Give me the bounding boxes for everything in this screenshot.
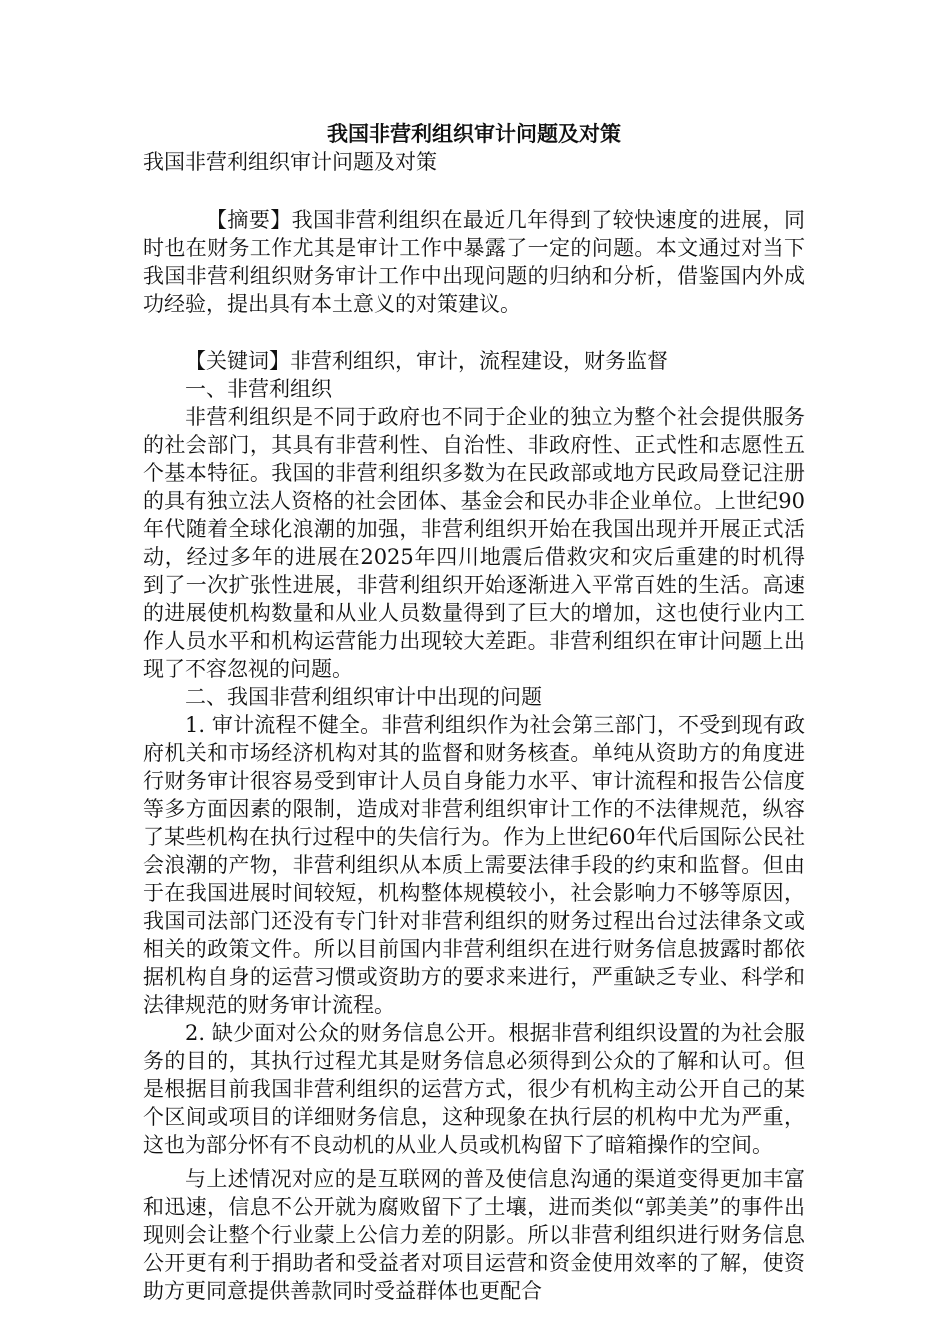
section-2-heading: 二、我国非营利组织审计中出现的问题: [185, 685, 542, 709]
section-1-heading: 一、非营利组织: [185, 377, 332, 401]
document-page: [143, 120, 805, 1305]
section-2-paragraph-3: 与上述情况对应的是互联网的普及使信息沟通的渠道变得更加丰富和迅速，信息不公开就为腐败留下了土壤，进而类似“郭美美”的事件出现则会让整个行业蒙上公信力差的阴影。所以非营利组织进行财务信息公开更有利于捐助者和受益者对项目运营和资金使用效率的了解，使资助方更同意提供善款同时受益群体也更配合: [143, 1167, 805, 1303]
abstract-paragraph: 【摘要】我国非营利组织在最近几年得到了较快速度的进展，同时也在财务工作尤其是审计工作中暴露了一定的问题。本文通过对当下我国非营利组织财务审计工作中出现问题的归纳和分析，借鉴国内外成功经验，提出具有本土意义的对策建议。: [143, 208, 805, 316]
keywords-line: 【关键词】非营利组织，审计，流程建设，财务监督: [185, 349, 668, 373]
section-1-paragraph: 非营利组织是不同于政府也不同于企业的独立为整个社会提供服务的社会部门，其具有非营利性、自治性、非政府性、正式性和志愿性五个基本特征。我国的非营利组织多数为在民政部或地方民政局登记注册的具有独立法人资格的社会团体、基金会和民办非企业单位。上世纪90年代随着全球化浪潮的加强，非营利组织开始在我国出现并开展正式活动，经过多年的进展在2025年四川地震后借救灾和灾后重建的时机得到了一次扩张性进展，非营利组织开始逐渐进入平常百姓的生活。高速的进展使机构数量和从业人员数量得到了巨大的增加，这也使行业内工作人员水平和机构运营能力出现较大差距。非营利组织在审计问题上出现了不容忽视的问题。: [143, 405, 805, 681]
document-subtitle: 我国非营利组织审计问题及对策: [143, 150, 437, 174]
section-2-paragraph-2: 2. 缺少面对公众的财务信息公开。根据非营利组织设置的为社会服务的目的，其执行过程尤其是财务信息必须得到公众的了解和认可。但是根据目前我国非营利组织的运营方式，很少有机构主动公开自己的某个区间或项目的详细财务信息，这种现象在执行层的机构中尤为严重，这也为部分怀有不良动机的从业人员或机构留下了暗箱操作的空间。: [143, 1021, 805, 1157]
document-title: 我国非营利组织审计问题及对策: [327, 122, 621, 146]
section-2-paragraph-1: 1. 审计流程不健全。非营利组织作为社会第三部门，不受到现有政府机关和市场经济机构对其的监督和财务核查。单纯从资助方的角度进行财务审计很容易受到审计人员自身能力水平、审计流程和报告公信度等多方面因素的限制，造成对非营利组织审计工作的不法律规范，纵容了某些机构在执行过程中的失信行为。作为上世纪60年代后国际公民社会浪潮的产物，非营利组织从本质上需要法律手段的约束和监督。但由于在我国进展时间较短，机构整体规模较小，社会影响力不够等原因，我国司法部门还没有专门针对非营利组织的财务过程出台过法律条文或相关的政策文件。所以目前国内非营利组织在进行财务信息披露时都依据机构自身的运营习惯或资助方的要求来进行，严重缺乏专业、科学和法律规范的财务审计流程。: [143, 713, 805, 1017]
